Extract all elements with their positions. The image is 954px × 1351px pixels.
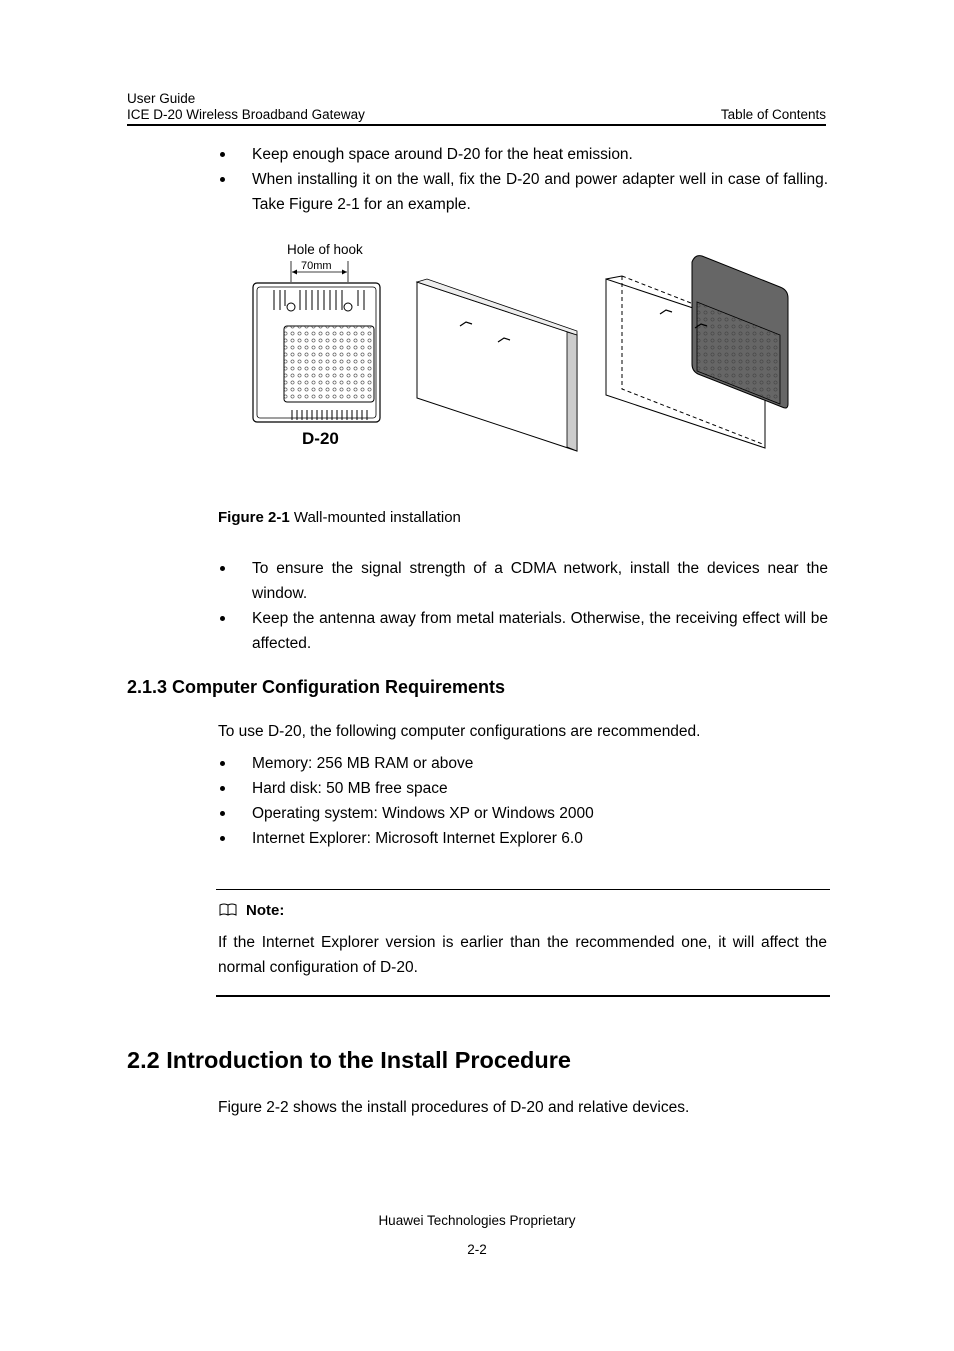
list-item: Operating system: Windows XP or Windows 2000 [218, 801, 828, 826]
list-item: When installing it on the wall, fix the D-20 and power adapter well in case of falling. Take Figure 2-1 for an example. [218, 167, 828, 217]
wall-panel [417, 279, 577, 451]
header-doc-title: User Guide [127, 91, 196, 106]
figure-caption: Figure 2-1 Wall-mounted installation [218, 509, 461, 526]
section-heading-2-1-3: 2.1.3 Computer Configuration Requirements [127, 677, 506, 697]
section-intro: To use D-20, the following computer configurations are recommended. [218, 723, 701, 740]
device-label: D-20 [302, 429, 339, 448]
header-section: Table of Contents [720, 107, 826, 122]
note-top-rule [216, 889, 830, 890]
header-product-name: ICE D-20 Wireless Broadband Gateway [127, 107, 365, 122]
requirements-list [218, 751, 828, 851]
list-item: To ensure the signal strength of a CDMA network, install the devices near the window. [218, 556, 828, 606]
book-icon [219, 903, 237, 917]
bullet-list-top [218, 142, 828, 217]
mounted-device-view [606, 256, 788, 448]
footer-company: Huawei Technologies Proprietary [378, 1213, 576, 1228]
list-item: Memory: 256 MB RAM or above [218, 751, 828, 776]
note-title: Note: [246, 902, 285, 919]
bullet-list-mid [218, 556, 828, 656]
note-bottom-rule [216, 995, 830, 997]
section-text: Figure 2-2 shows the install procedures of D-20 and relative devices. [218, 1099, 690, 1116]
dimension-label: 70mm [301, 260, 332, 272]
header-rule [127, 124, 826, 126]
hole-of-hook-label: Hole of hook [287, 242, 363, 257]
section-heading-2-2: 2.2 Introduction to the Install Procedure [127, 1047, 571, 1073]
wall-mount-figure [240, 232, 800, 462]
note-text: If the Internet Explorer version is earlier than the recommended one, it will affect the normal configuration of D-20. [218, 934, 827, 976]
list-item: Hard disk: 50 MB free space [218, 776, 828, 801]
list-item: Keep the antenna away from metal materials. Otherwise, the receiving effect will be affected. [218, 606, 828, 656]
list-item: Internet Explorer: Microsoft Internet Explorer 6.0 [218, 826, 828, 851]
page-number: 2-2 [467, 1242, 487, 1257]
list-item: Keep enough space around D-20 for the heat emission. [218, 142, 828, 167]
